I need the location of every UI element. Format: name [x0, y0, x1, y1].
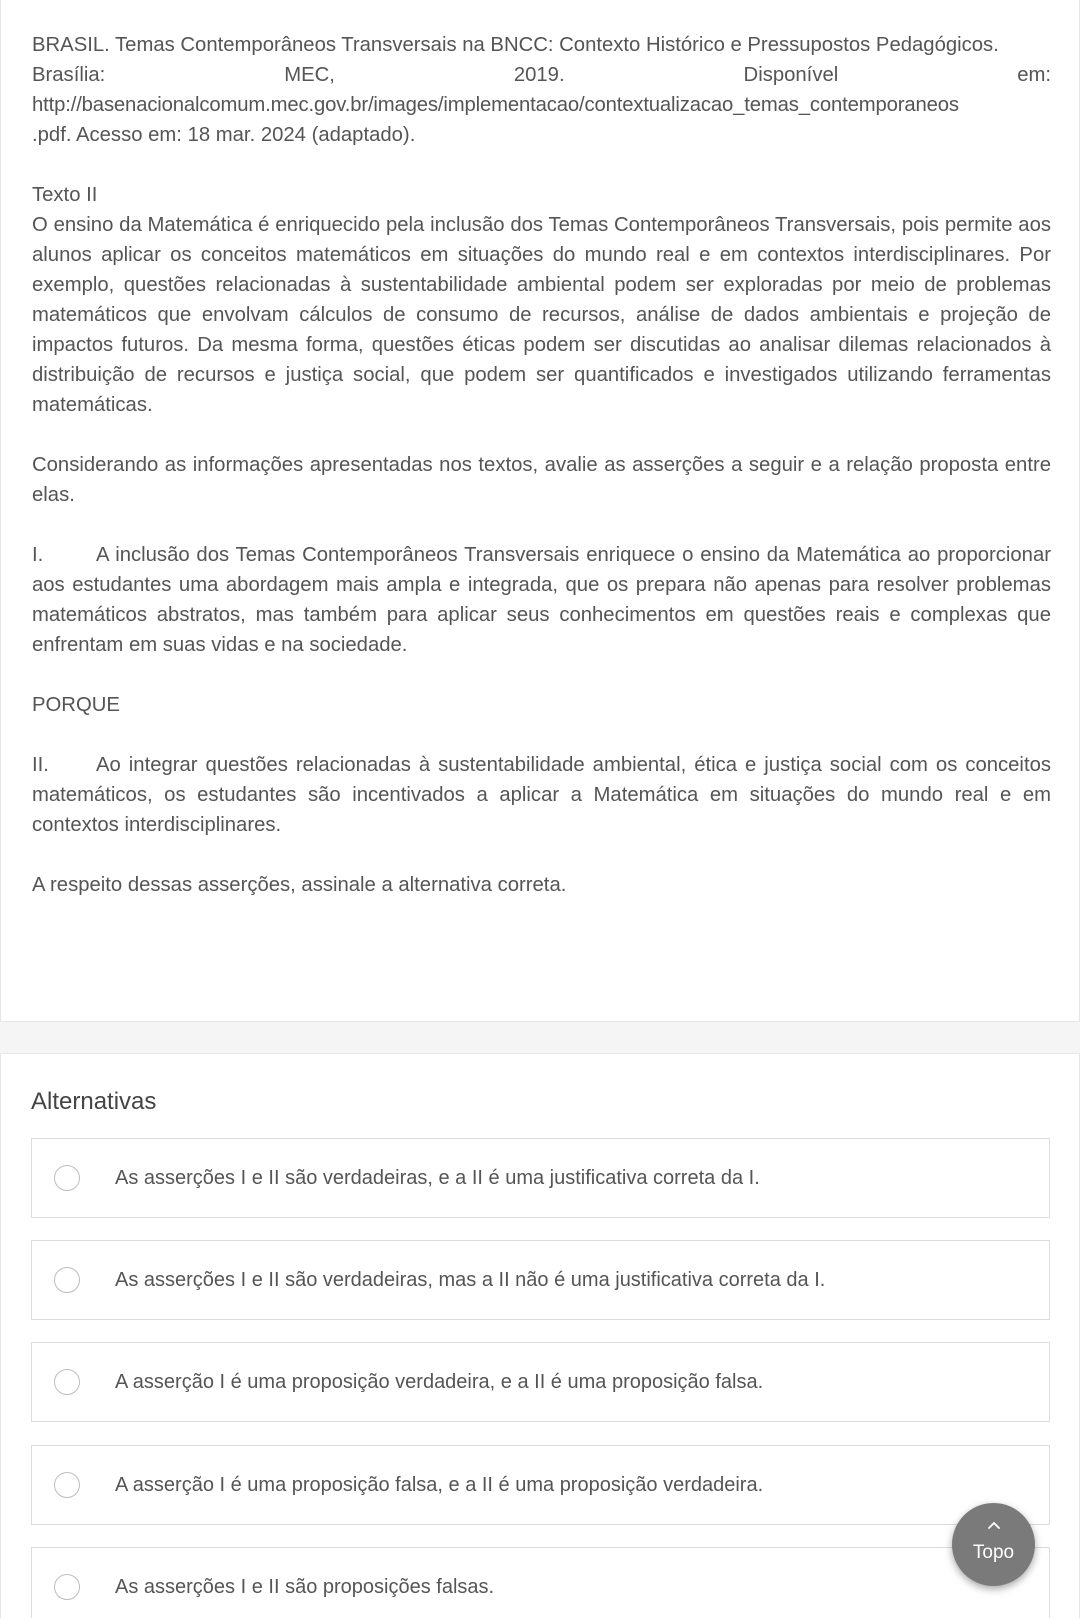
alternative-text: A asserção I é uma proposição verdadeira, e a II é uma proposição falsa. — [115, 1371, 764, 1393]
reference-publisher: MEC, — [284, 64, 335, 86]
chevron-up-icon — [952, 1515, 1035, 1533]
reference-city: Brasília: — [32, 64, 106, 86]
radio-button-icon[interactable] — [54, 1267, 80, 1293]
radio-button-icon[interactable] — [54, 1472, 80, 1498]
instruction-text: Considerando as informações apresentadas nos textos, avalie as asserções a seguir e a relação proposta entre elas. — [32, 454, 1051, 506]
radio-button-icon[interactable] — [54, 1574, 80, 1600]
alternative-text: A asserção I é uma proposição falsa, e a II é uma proposição verdadeira. — [115, 1474, 764, 1496]
alternative-text: As asserções I e II são verdadeiras, e a II é uma justificativa correta da I. — [115, 1167, 760, 1189]
assertion-2 — [32, 750, 1051, 840]
alternative-option-e[interactable] — [31, 1547, 1050, 1618]
alternative-text: As asserções I e II são verdadeiras, mas a II não é uma justificativa correta da I. — [115, 1269, 826, 1291]
reference-url: http://basenacionalcomum.mec.gov.br/images/implementacao/contextualizacao_temas_contemporaneos — [32, 94, 959, 116]
question-prompt: A respeito dessas asserções, assinale a alternativa correta. — [32, 874, 567, 896]
alternative-option-c[interactable] — [31, 1342, 1050, 1422]
assertion-2-text: Ao integrar questões relacionadas à sustentabilidade ambiental, ética e justiça social com os conceitos matemáticos, os estudantes são incentivados a aplicar a Matemática em situações do mundo real e em contextos interdisciplinares. — [32, 754, 1051, 836]
question-body — [32, 30, 1051, 900]
radio-button-icon[interactable] — [54, 1369, 80, 1395]
connector-text: PORQUE — [32, 694, 120, 716]
alternative-option-a[interactable] — [31, 1138, 1050, 1218]
back-to-top-label: Topo — [972, 1542, 1015, 1563]
assertion-1-label: I. — [32, 544, 44, 566]
reference-year: 2019. — [513, 64, 565, 86]
reference-line-2 — [32, 60, 1051, 90]
assertion-2-label: II. — [32, 754, 49, 776]
alternatives-title: Alternativas — [31, 1088, 157, 1115]
reference-line-1: BRASIL. Temas Contemporâneos Transversais na BNCC: Contexto Histórico e Pressupostos Pedagógicos. — [32, 34, 999, 56]
texto-2-title: Texto II — [32, 184, 98, 206]
alternative-option-b[interactable] — [31, 1240, 1050, 1320]
reference-at: em: — [1017, 64, 1051, 86]
reference-access: .pdf. Acesso em: 18 mar. 2024 (adaptado). — [32, 124, 416, 146]
alternative-option-d[interactable] — [31, 1445, 1050, 1525]
assertion-1 — [32, 540, 1051, 660]
back-to-top-button[interactable] — [952, 1503, 1035, 1586]
assertion-1-text: A inclusão dos Temas Contemporâneos Transversais enriquece o ensino da Matemática ao proporcionar aos estudantes uma abordagem mais ampla e integrada, que os prepara não apenas para resolver problemas matemáticos abstratos, mas também para aplicar seus conhecimentos em questões reais e complexas que enfrentam em suas vidas e na sociedade. — [32, 544, 1051, 656]
radio-button-icon[interactable] — [54, 1165, 80, 1191]
texto-2-body: O ensino da Matemática é enriquecido pela inclusão dos Temas Contemporâneos Transversais, pois permite aos alunos aplicar os conceitos matemáticos em situações do mundo real e em contextos interdisciplinares. Por exemplo, questões relacionadas à sustentabilidade ambiental podem ser exploradas por meio de problemas matemáticos que envolvam cálculos de consumo de recursos, análise de dados ambientais e projeção de impactos futuros. Da mesma forma, questões éticas podem ser discutidas ao analisar dilemas relacionados à distribuição de recursos e justiça social, que podem ser quantificados e investigados utilizando ferramentas matemáticas. — [32, 214, 1051, 416]
alternative-text: As asserções I e II são proposições falsas. — [115, 1576, 495, 1598]
reference-available: Disponível — [743, 64, 839, 86]
